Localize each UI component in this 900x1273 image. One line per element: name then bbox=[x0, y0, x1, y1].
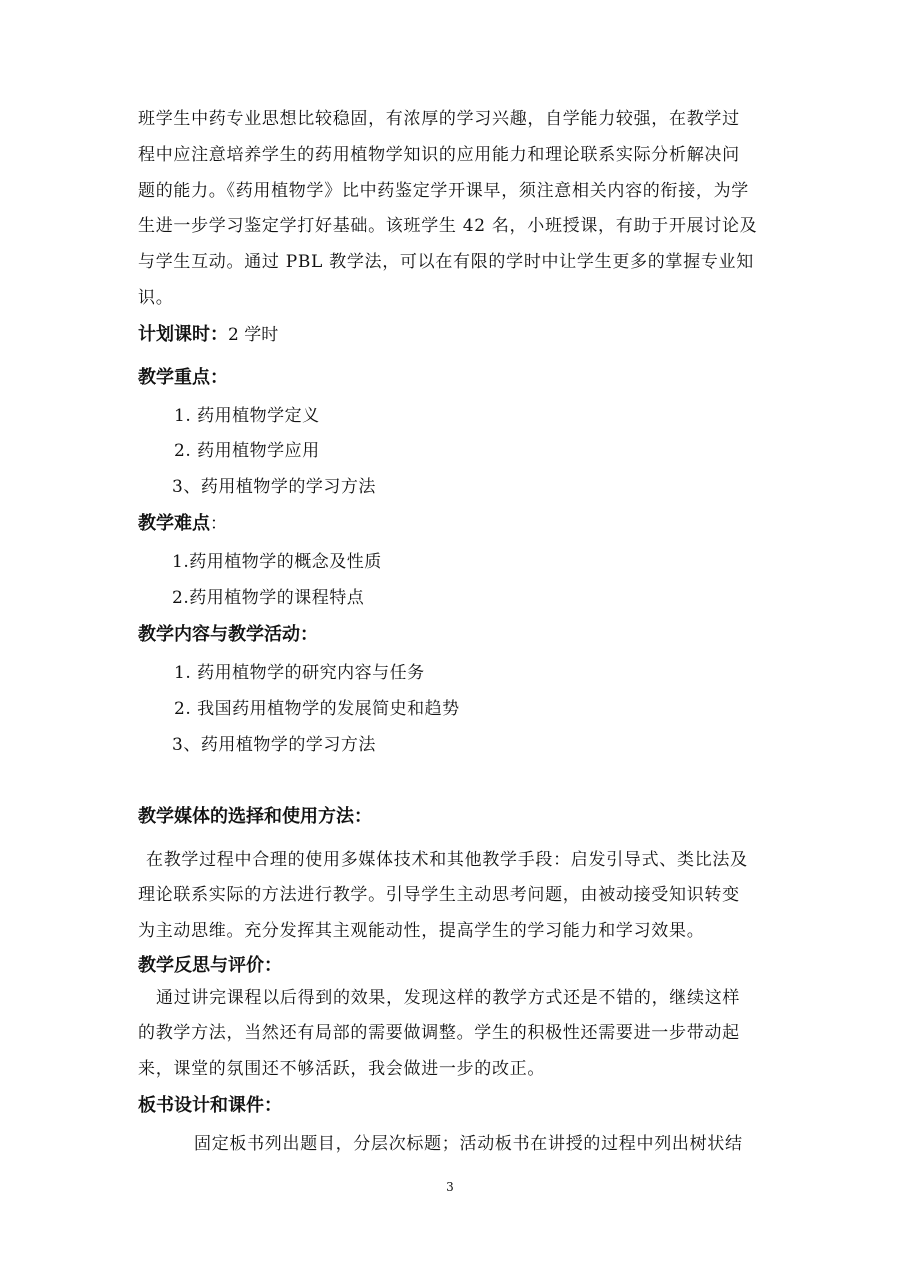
intro-line: 与学生互动。通过 PBL 教学法，可以在有限的学时中让学生更多的掌握专业知 bbox=[138, 252, 754, 272]
reflection-line: 来，课堂的氛围还不够活跃，我会做进一步的改正。 bbox=[138, 1059, 546, 1079]
content-heading: 教学内容与教学活动： bbox=[138, 624, 318, 645]
intro-line: 程中应注意培养学生的药用植物学知识的应用能力和理论联系实际分析解决问 bbox=[138, 145, 740, 165]
difficulty-item: 2.药用植物学的课程特点 bbox=[172, 588, 365, 608]
intro-line: 班学生中药专业思想比较稳固，有浓厚的学习兴趣，自学能力较强，在教学过 bbox=[138, 109, 740, 129]
key-point-item: 3、药用植物学的学习方法 bbox=[172, 477, 376, 497]
key-point-item: 1. 药用植物学定义 bbox=[174, 406, 320, 426]
difficulties-heading-text: 教学难点 bbox=[138, 513, 210, 534]
intro-line: 题的能力。《药用植物学》比中药鉴定学开课早，须注意相关内容的衔接，为学 bbox=[138, 181, 749, 201]
content-item: 2. 我国药用植物学的发展简史和趋势 bbox=[174, 699, 460, 719]
schedule-heading bbox=[138, 323, 278, 347]
reflection-line: 通过讲完课程以后得到的效果，发现这样的教学方式还是不错的，继续这样 bbox=[156, 988, 741, 1008]
reflection-line: 的教学方法，当然还有局部的需要做调整。学生的积极性还需要进一步带动起 bbox=[138, 1023, 740, 1043]
board-heading: 板书设计和课件： bbox=[138, 1095, 282, 1116]
schedule-value: 2 学时 bbox=[228, 325, 279, 345]
reflection-heading: 教学反思与评价： bbox=[138, 955, 282, 976]
intro-line: 识。 bbox=[138, 288, 174, 308]
difficulties-colon: ： bbox=[210, 514, 227, 534]
key-point-item: 2. 药用植物学应用 bbox=[174, 441, 320, 461]
board-line: 固定板书列出题目，分层次标题；活动板书在讲授的过程中列出树状结 bbox=[194, 1134, 743, 1154]
difficulty-item: 1.药用植物学的概念及性质 bbox=[172, 552, 382, 572]
content-item: 3、药用植物学的学习方法 bbox=[172, 735, 376, 755]
media-line: 为主动思维。充分发挥其主观能动性，提高学生的学习能力和学习效果。 bbox=[138, 921, 705, 941]
media-line: 理论联系实际的方法进行教学。引导学生主动思考问题，由被动接受知识转变 bbox=[138, 885, 740, 905]
intro-line: 生进一步学习鉴定学打好基础。该班学生 42 名，小班授课，有助于开展讨论及 bbox=[138, 216, 758, 236]
content-item: 1. 药用植物学的研究内容与任务 bbox=[174, 663, 425, 683]
schedule-label: 计划课时： bbox=[138, 324, 228, 345]
media-line: 在教学过程中合理的使用多媒体技术和其他教学手段：启发引导式、类比法及 bbox=[146, 850, 748, 870]
page-number: 3 bbox=[446, 1180, 454, 1194]
difficulties-heading bbox=[138, 512, 227, 536]
media-heading: 教学媒体的选择和使用方法： bbox=[138, 806, 372, 827]
key-points-heading: 教学重点： bbox=[138, 367, 228, 388]
